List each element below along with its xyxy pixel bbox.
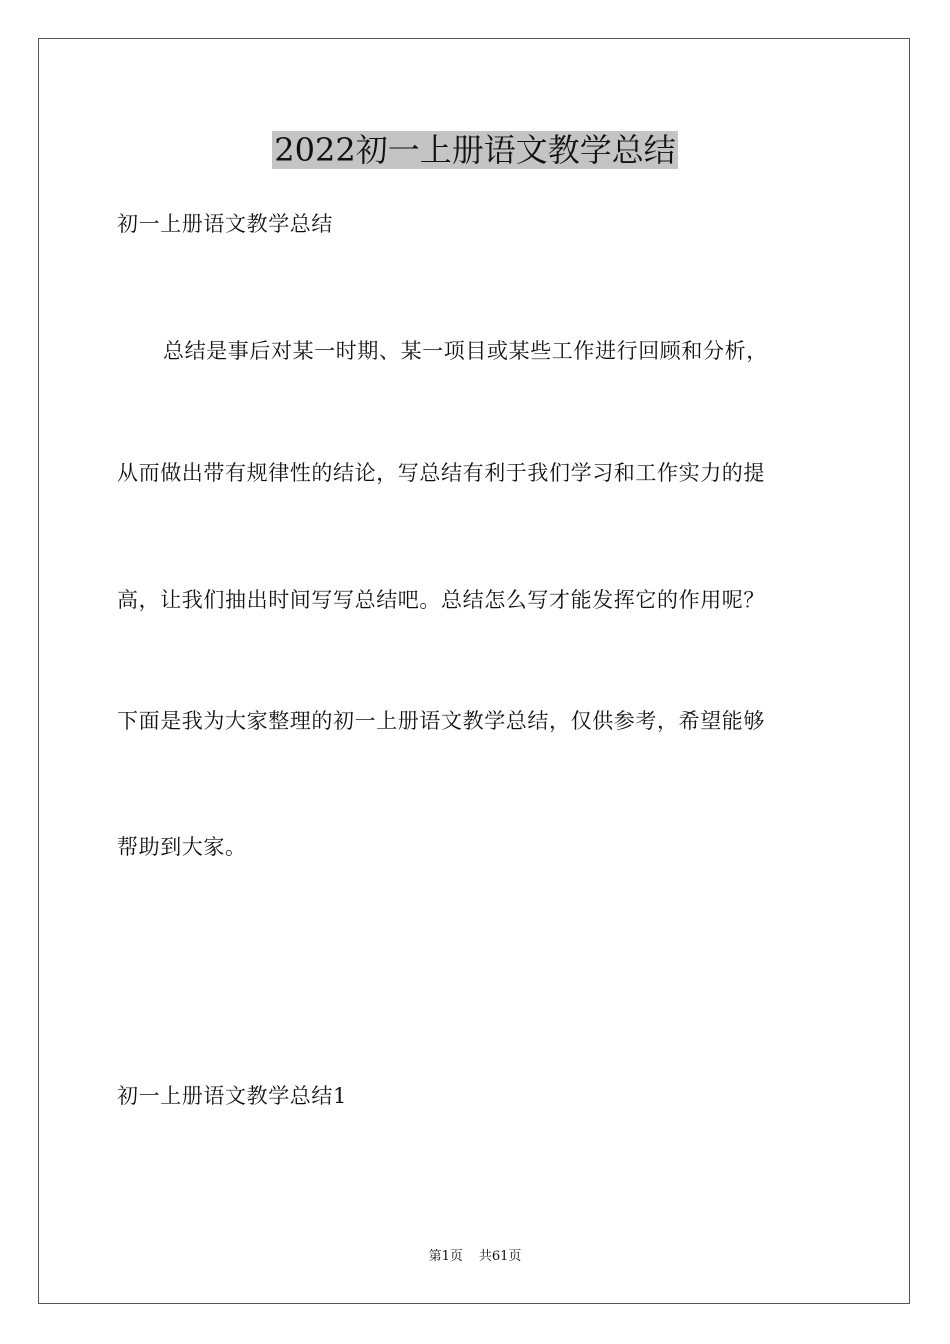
paragraph-line-5: 帮助到大家。 — [117, 835, 247, 859]
paragraph-line-3: 高，让我们抽出时间写写总结吧。总结怎么写才能发挥它的作用呢？ — [117, 588, 765, 612]
document-subtitle: 初一上册语文教学总结 — [117, 212, 333, 236]
document-title — [0, 128, 950, 172]
section-heading: 初一上册语文教学总结1 — [117, 1084, 347, 1108]
paragraph-line-2: 从而做出带有规律性的结论，写总结有利于我们学习和工作实力的提 — [117, 461, 765, 485]
paragraph-line-4: 下面是我为大家整理的初一上册语文教学总结，仅供参考，希望能够 — [117, 709, 765, 733]
page-number: 第1页 — [428, 1249, 463, 1264]
page-footer — [0, 1247, 950, 1267]
page-total: 共61页 — [478, 1249, 522, 1264]
document-title-text: 2022初一上册语文教学总结 — [274, 131, 676, 169]
paragraph-line-1: 总结是事后对某一时期、某一项目或某些工作进行回顾和分析， — [163, 339, 768, 363]
